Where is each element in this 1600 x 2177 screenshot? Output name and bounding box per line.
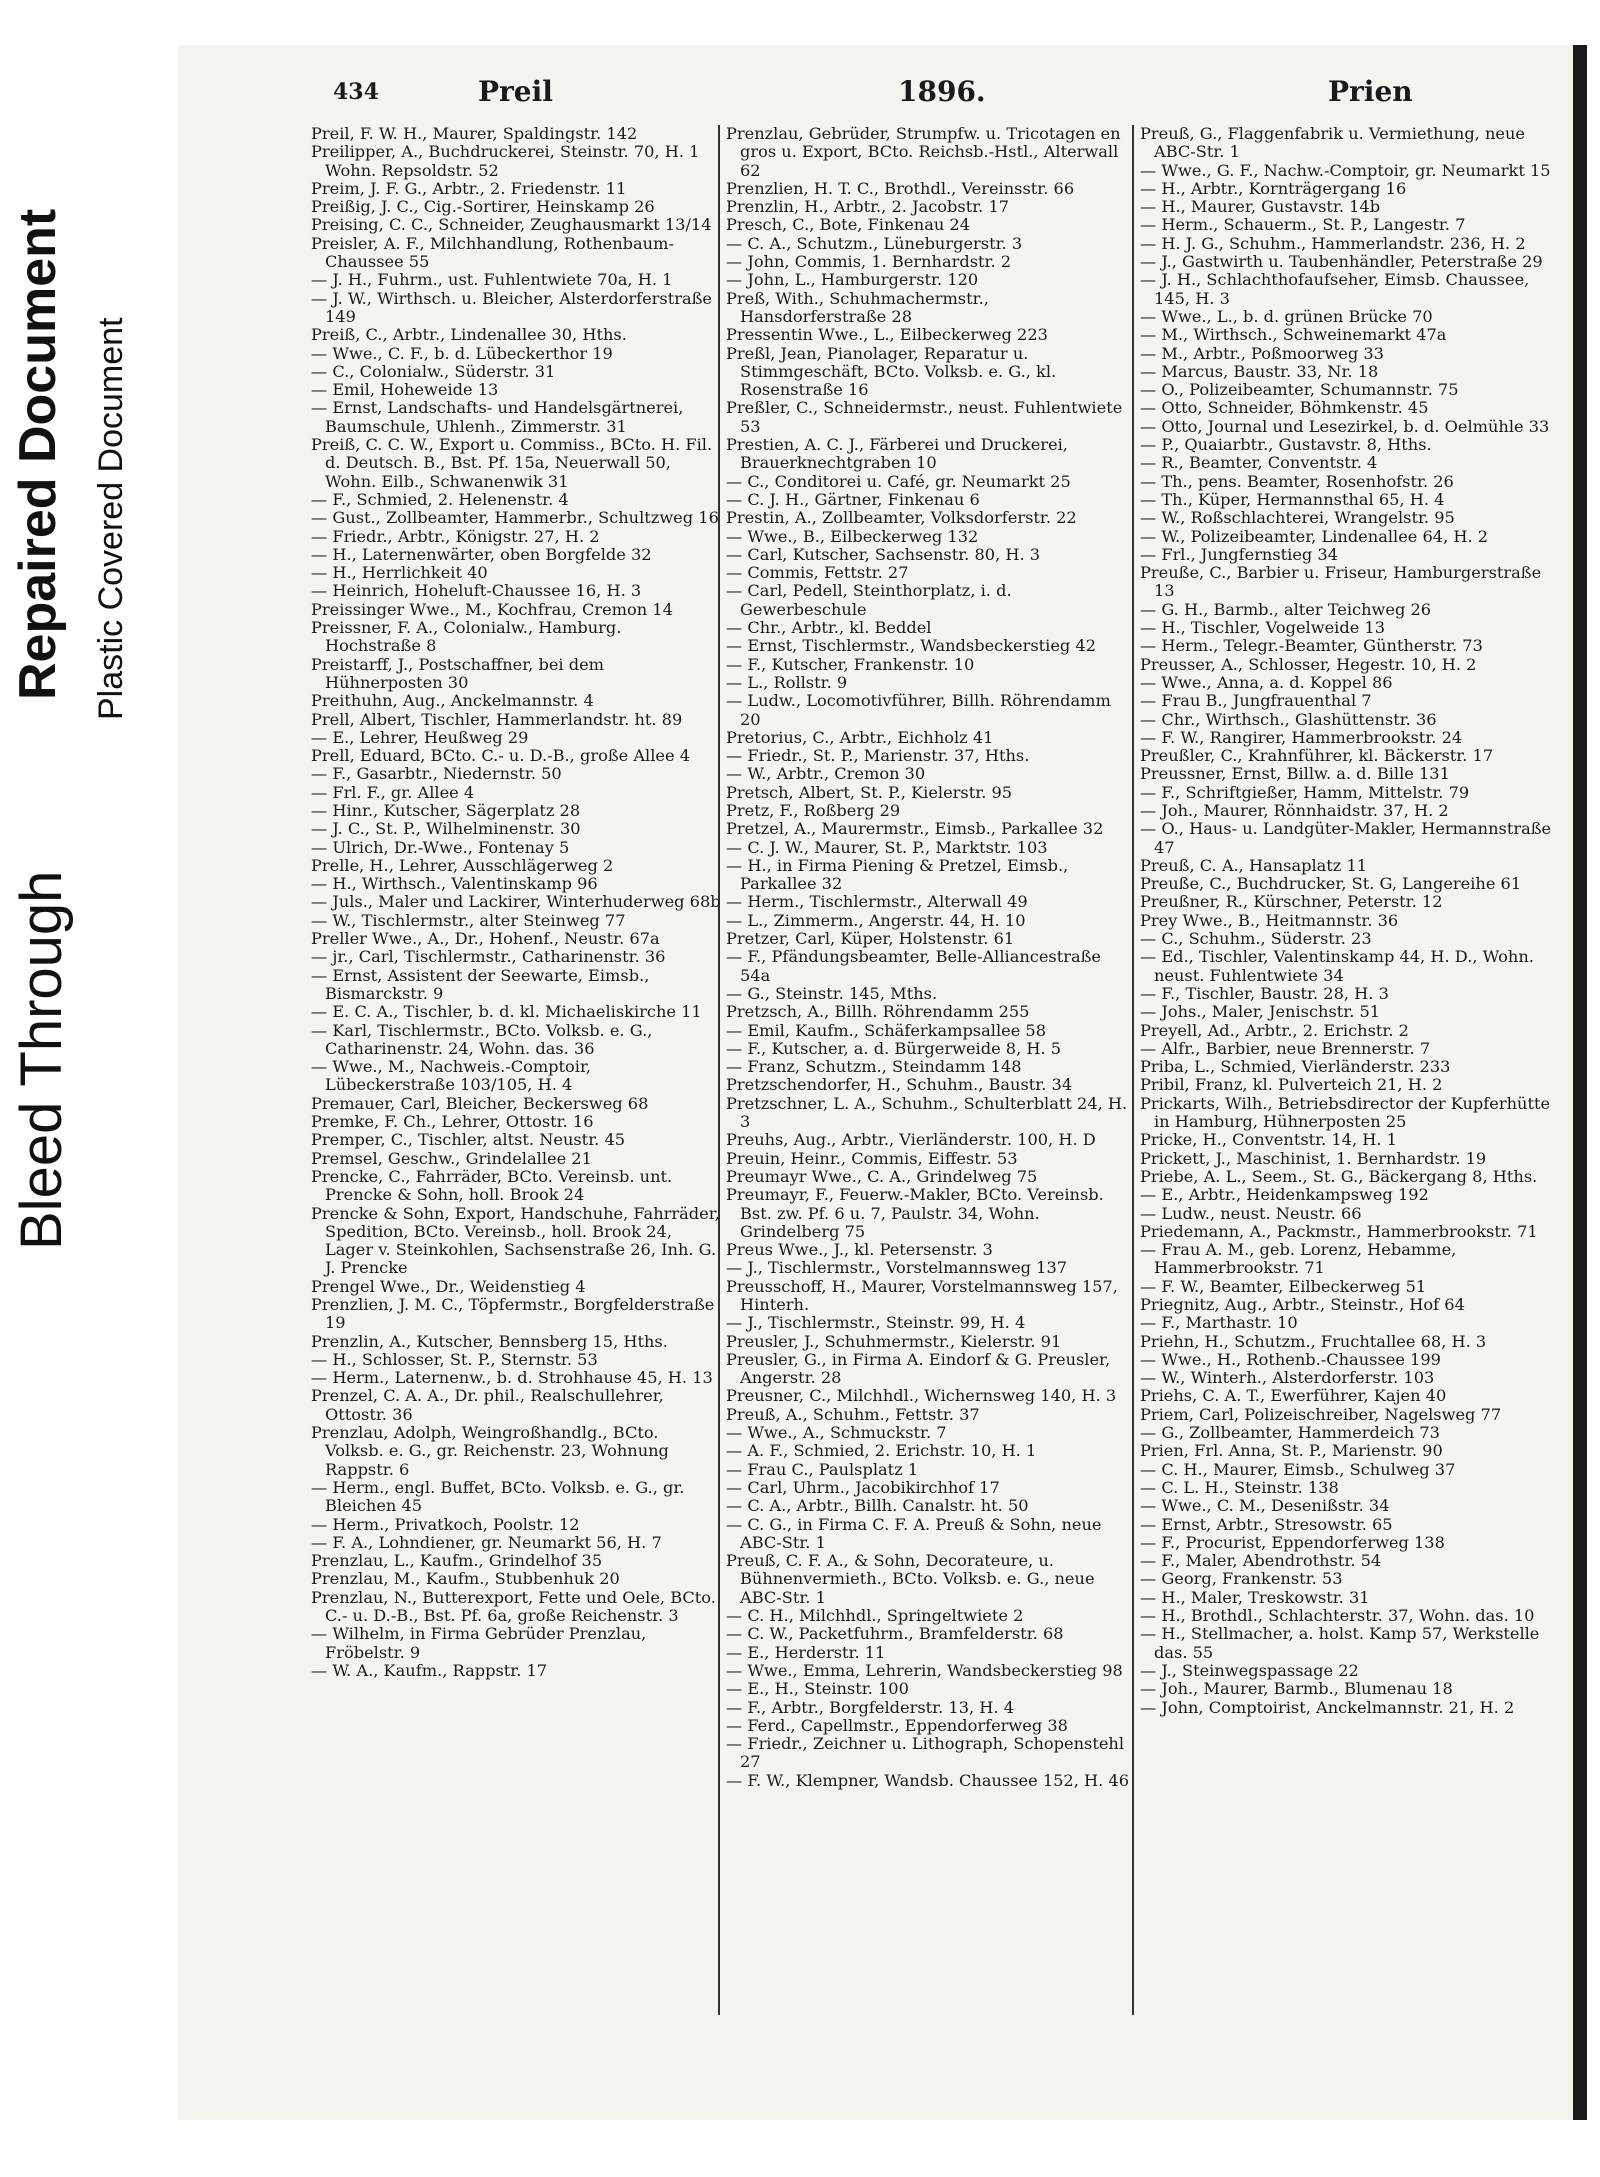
- directory-entry: — Wwe., B., Eilbeckerweg 132: [726, 526, 979, 546]
- header-right-keyword: Prien: [1328, 75, 1413, 108]
- page-header: [178, 75, 1573, 125]
- directory-entry: — Ernst, Assistent der Seewarte, Eimsb., Bismarckstr. 9: [311, 965, 650, 1003]
- directory-entry: — F., Procurist, Eppendorferweg 138: [1140, 1532, 1445, 1552]
- directory-entry: Preller Wwe., A., Dr., Hohenf., Neustr. 67a: [311, 929, 660, 949]
- directory-entry: — G., Steinstr. 145, Mths.: [726, 983, 938, 1003]
- directory-entry: Preiß, C. C. W., Export u. Commiss., BCto. H. Fil. d. Deutsch. B., Bst. Pf. 15a, Neuerwall 50, Wohn. Eilb., Schwanenwik 31: [311, 435, 713, 491]
- directory-entry: Pretzer, Carl, Küper, Holstenstr. 61: [726, 929, 1015, 949]
- directory-entry: Pretorius, C., Arbtr., Eichholz 41: [726, 727, 994, 747]
- directory-entry: Prenzlau, N., Butterexport, Fette und Oele, BCto. C.- u. D.-B., Bst. Pf. 6a, große Reichenstr. 3: [311, 1587, 716, 1626]
- directory-entry: Preuße, C., Barbier u. Friseur, Hamburgerstraße 13: [1140, 563, 1542, 601]
- directory-entry: — Wwe., G. F., Nachw.-Comptoir, gr. Neumarkt 15: [1140, 160, 1551, 180]
- directory-entry: — E., H., Steinstr. 100: [726, 1679, 909, 1699]
- directory-entry: Preumayr, F., Feuerw.-Makler, BCto. Vereinsb. Bst. zw. Pf. 6 u. 7, Paulstr. 34, Wohn. Grindelberg 75: [726, 1185, 1104, 1241]
- directory-entry: Preisler, A. F., Milchhandlung, Rothenbaum-Chaussee 55: [311, 233, 674, 272]
- directory-entry: — M., Arbtr., Poßmoorweg 33: [1140, 343, 1384, 363]
- directory-entry: — Frl. F., gr. Allee 4: [311, 782, 475, 802]
- directory-entry: — G., Zollbeamter, Hammerdeich 73: [1140, 1423, 1440, 1443]
- directory-entry: — Heinrich, Hoheluft-Chaussee 16, H. 3: [311, 581, 642, 601]
- plastic-covered-stamp: Plastic Covered Document: [92, 317, 130, 720]
- directory-entry: Pretzel, A., Maurermstr., Eimsb., Parkallee 32: [726, 819, 1104, 839]
- directory-entry: Priba, L., Schmied, Vierländerstr. 233: [1140, 1057, 1451, 1077]
- directory-entry: — Frl., Jungfernstieg 34: [1140, 544, 1339, 564]
- directory-entry: Preuhs, Aug., Arbtr., Vierländerstr. 100, H. D: [726, 1130, 1096, 1150]
- directory-entry: Prenzlin, H., Arbtr., 2. Jacobstr. 17: [726, 197, 1010, 217]
- directory-entry: — J. H., Fuhrm., ust. Fuhlentwiete 70a, H. 1: [311, 270, 673, 290]
- directory-entry: Prell, Albert, Tischler, Hammerlandstr. ht. 89: [311, 709, 683, 729]
- directory-entry: Preußner, R., Kürschner, Peterstr. 12: [1140, 892, 1443, 912]
- directory-entry: Prickarts, Wilh., Betriebsdirector der Kupferhütte in Hamburg, Hühnerposten 25: [1140, 1093, 1551, 1132]
- directory-entry: — Georg, Frankenstr. 53: [1140, 1569, 1343, 1589]
- directory-entry: Premper, C., Tischler, altst. Neustr. 45: [311, 1130, 626, 1150]
- directory-entry: — H., Arbtr., Kornträgergang 16: [1140, 178, 1407, 198]
- directory-entry: Prien, Frl. Anna, St. P., Marienstr. 90: [1140, 1441, 1443, 1461]
- directory-entry: — Wwe., Emma, Lehrerin, Wandsbeckerstieg 98: [726, 1660, 1123, 1680]
- directory-entry: — F., Pfändungsbeamter, Belle-Alliancestraße 54a: [726, 947, 1102, 985]
- directory-entry: — H., Wirthsch., Valentinskamp 96: [311, 874, 598, 894]
- directory-column-1: [311, 125, 721, 1680]
- directory-entry: — G. H., Barmb., alter Teichweg 26: [1140, 599, 1432, 619]
- directory-entry: — H., Herrlichkeit 40: [311, 563, 488, 583]
- directory-entry: — John, Comptoirist, Anckelmannstr. 21, H. 2: [1140, 1697, 1515, 1717]
- directory-entry: — Marcus, Baustr. 33, Nr. 18: [1140, 361, 1379, 381]
- directory-entry: — Wwe., H., Rothenb.-Chaussee 199: [1140, 1349, 1441, 1369]
- directory-entry: — W. A., Kaufm., Rappstr. 17: [311, 1660, 548, 1680]
- directory-entry: — Ernst, Landschafts- und Handelsgärtnerei, Baumschule, Uhlenh., Zimmerstr. 31: [311, 398, 684, 436]
- directory-entry: — J., Gastwirth u. Taubenhändler, Peterstraße 29: [1140, 252, 1543, 272]
- directory-entry: — John, L., Hamburgerstr. 120: [726, 270, 979, 290]
- directory-entry: — A. F., Schmied, 2. Erichstr. 10, H. 1: [726, 1441, 1037, 1461]
- directory-entry: — jr., Carl, Tischlermstr., Catharinenstr. 36: [311, 947, 666, 967]
- directory-entry: — F. W., Beamter, Eilbeckerweg 51: [1140, 1276, 1427, 1296]
- directory-entry: — H., Tischler, Vogelweide 13: [1140, 618, 1386, 638]
- directory-entry: — H., Brothdl., Schlachterstr. 37, Wohn. das. 10: [1140, 1606, 1535, 1626]
- directory-entry: — Hinr., Kutscher, Sägerplatz 28: [311, 800, 581, 820]
- directory-entry: — F. W., Klempner, Wandsb. Chaussee 152, H. 46: [726, 1770, 1130, 1790]
- directory-entry: Prey Wwe., B., Heitmannstr. 36: [1140, 910, 1399, 930]
- directory-entry: — O., Haus- u. Landgüter-Makler, Hermannstraße 47: [1140, 819, 1552, 857]
- directory-entry: — C. W., Packetfuhrm., Bramfelderstr. 68: [726, 1624, 1064, 1644]
- directory-entry: — Ed., Tischler, Valentinskamp 44, H. D., Wohn. neust. Fuhlentwiete 34: [1140, 947, 1534, 985]
- directory-entry: — P., Quaiarbtr., Gustavstr. 8, Hths.: [1140, 435, 1432, 455]
- directory-entry: — C. H., Milchhdl., Springeltwiete 2: [726, 1606, 1024, 1626]
- directory-entry: — F., Tischler, Baustr. 28, H. 3: [1140, 983, 1389, 1003]
- directory-entry: Prenzlau, Gebrüder, Strumpfw. u. Tricotagen en gros u. Export, BCto. Reichsb.-Hstl., Alterwall 62: [726, 124, 1121, 180]
- directory-entry: — J., Steinwegspassage 22: [1140, 1660, 1359, 1680]
- directory-entry: — C. A., Schutzm., Lüneburgerstr. 3: [726, 233, 1023, 253]
- directory-entry: — Friedr., Zeichner u. Lithograph, Schopenstehl 27: [726, 1734, 1125, 1772]
- directory-entry: Preusschoff, H., Maurer, Vorstelmannsweg 157, Hinterh.: [726, 1276, 1118, 1314]
- directory-entry: — Wwe., C. M., Desenißstr. 34: [1140, 1496, 1390, 1516]
- directory-entry: — F., Marthastr. 10: [1140, 1313, 1298, 1333]
- directory-entry: — C., Conditorei u. Café, gr. Neumarkt 25: [726, 471, 1071, 491]
- directory-entry: Pricke, H., Conventstr. 14, H. 1: [1140, 1130, 1397, 1150]
- page-number: 434: [333, 79, 379, 105]
- directory-entry: Preßl, Jean, Pianolager, Reparatur u. Stimmgeschäft, BCto. Volksb. e. G., kl. Rosenstraße 16: [726, 343, 1057, 400]
- bleed-through-stamp: Bleed Through: [9, 870, 74, 1250]
- directory-entry: Preuß, C. F. A., & Sohn, Decorateure, u. Bühnenvermieth., BCto. Volksb. e. G., neue ABC-Str. 1: [726, 1551, 1095, 1607]
- directory-entry: Prenzlau, M., Kaufm., Stubbenhuk 20: [311, 1569, 620, 1589]
- directory-entry: Preyell, Ad., Arbtr., 2. Erichstr. 2: [1140, 1020, 1409, 1040]
- directory-entry: Prenzel, C. A. A., Dr. phil., Realschullehrer, Ottostr. 36: [311, 1386, 664, 1424]
- directory-entry: — Th., pens. Beamter, Rosenhofstr. 26: [1140, 471, 1454, 491]
- directory-entry: — Herm., Privatkoch, Poolstr. 12: [311, 1514, 580, 1534]
- directory-entry: Preuß, A., Schuhm., Fettstr. 37: [726, 1404, 980, 1424]
- directory-entry: — Ernst, Tischlermstr., Wandsbeckerstieg 42: [726, 636, 1097, 656]
- directory-entry: — E., Herderstr. 11: [726, 1642, 886, 1662]
- directory-entry: — H., Stellmacher, a. holst. Kamp 57, Werkstelle das. 55: [1140, 1624, 1540, 1662]
- directory-entry: — Wwe., L., b. d. grünen Brücke 70: [1140, 306, 1433, 326]
- directory-entry: — Ulrich, Dr.-Wwe., Fontenay 5: [311, 837, 570, 857]
- directory-page: [178, 45, 1587, 2120]
- directory-entry: Priehs, C. A. T., Ewerführer, Kajen 40: [1140, 1386, 1447, 1406]
- directory-entry: — Wwe., M., Nachweis.-Comptoir, Lübeckerstraße 103/105, H. 4: [311, 1057, 592, 1095]
- directory-entry: — F. A., Lohndiener, gr. Neumarkt 56, H. 7: [311, 1532, 662, 1552]
- directory-entry: — F., Schriftgießer, Hamm, Mittelstr. 79: [1140, 782, 1470, 802]
- directory-entry: Preß, With., Schuhmachermstr., Hansdorferstraße 28: [726, 288, 989, 326]
- directory-entry: — Emil, Hoheweide 13: [311, 380, 499, 400]
- directory-entry: Premsel, Geschw., Grindelallee 21: [311, 1148, 592, 1168]
- directory-entry: Preusner, C., Milchhdl., Wichernsweg 140, H. 3: [726, 1386, 1117, 1406]
- directory-entry: Preißig, J. C., Cig.-Sortirer, Heinskamp 26: [311, 197, 655, 217]
- directory-entry: — Wwe., Anna, a. d. Koppel 86: [1140, 672, 1393, 692]
- directory-entry: — R., Beamter, Conventstr. 4: [1140, 453, 1378, 473]
- directory-entry: — F., Arbtr., Borgfelderstr. 13, H. 4: [726, 1697, 1014, 1717]
- directory-entry: — Herm., Schauerm., St. P., Langestr. 7: [1140, 215, 1466, 235]
- directory-entry: Preuße, C., Buchdrucker, St. G, Langereihe 61: [1140, 874, 1522, 894]
- directory-entry: — H., Maler, Treskowstr. 31: [1140, 1587, 1370, 1607]
- repaired-document-stamp: Repaired Document: [9, 208, 67, 700]
- directory-entry: — Frau A. M., geb. Lorenz, Hebamme, Hammerbrookstr. 71: [1140, 1240, 1457, 1278]
- directory-entry: — W., Roßschlachterei, Wrangelstr. 95: [1140, 508, 1455, 528]
- directory-entry: — Emil, Kaufm., Schäferkampsallee 58: [726, 1020, 1047, 1040]
- directory-entry: Priegnitz, Aug., Arbtr., Steinstr., Hof 64: [1140, 1295, 1465, 1314]
- directory-entry: Preus Wwe., J., kl. Petersenstr. 3: [726, 1240, 993, 1260]
- directory-entry: Prenzlien, J. M. C., Töpfermstr., Borgfelderstraße 19: [311, 1295, 715, 1333]
- directory-entry: Preusser, A., Schlosser, Hegestr. 10, H. 2: [1140, 654, 1477, 674]
- directory-entry: — Franz, Schutzm., Steindamm 148: [726, 1057, 1022, 1077]
- directory-entry: — E., Lehrer, Heußweg 29: [311, 727, 529, 747]
- directory-entry: Preistarff, J., Postschaffner, bei dem Hühnerposten 30: [311, 654, 605, 692]
- directory-entry: — W., Polizeibeamter, Lindenallee 64, H. 2: [1140, 526, 1489, 546]
- directory-entry: — J., Tischlermstr., Steinstr. 99, H. 4: [726, 1313, 1026, 1333]
- directory-entry: — Otto, Journal und Lesezirkel, b. d. Oelmühle 33: [1140, 416, 1550, 436]
- directory-entry: — F. W., Rangirer, Hammerbrookstr. 24: [1140, 727, 1463, 747]
- directory-entry: — Wwe., C. F., b. d. Lübeckerthor 19: [311, 343, 613, 363]
- directory-entry: — Th., Küper, Hermannsthal 65, H. 4: [1140, 489, 1445, 509]
- directory-entry: Prenzlau, Adolph, Weingroßhandlg., BCto. Volksb. e. G., gr. Reichenstr. 23, Wohnung Rappstr. 6: [311, 1423, 669, 1479]
- directory-entry: Prickett, J., Maschinist, 1. Bernhardstr. 19: [1140, 1148, 1487, 1168]
- directory-entry: — Karl, Tischlermstr., BCto. Volksb. e. G., Catharinenstr. 24, Wohn. das. 36: [311, 1020, 653, 1058]
- directory-entry: Prenzlau, L., Kaufm., Grindelhof 35: [311, 1551, 603, 1571]
- directory-entry: Preussner, Ernst, Billw. a. d. Bille 131: [1140, 764, 1450, 784]
- directory-entry: — O., Polizeibeamter, Schumannstr. 75: [1140, 380, 1459, 400]
- directory-entry: — Wwe., A., Schmuckstr. 7: [726, 1423, 947, 1443]
- directory-entry: — Herm., Laternenw., b. d. Strohhause 45, H. 13: [311, 1368, 713, 1388]
- directory-entry: Preilipper, A., Buchdruckerei, Steinstr. 70, H. 1 Wohn. Repsoldstr. 52: [311, 142, 700, 180]
- directory-entry: — C., Schuhm., Süderstr. 23: [1140, 929, 1372, 949]
- directory-entry: — C. A., Arbtr., Billh. Canalstr. ht. 50: [726, 1496, 1029, 1516]
- directory-entry: Prencke & Sohn, Export, Handschuhe, Fahrräder, Spedition, BCto. Vereinsb., holl. Brook 24, Lager v. Steinkohlen, Sachsenstraße 26, Inh. G. J. Prencke: [311, 1203, 720, 1278]
- directory-entry: — W., Winterh., Alsterdorferstr. 103: [1140, 1368, 1435, 1388]
- directory-entry: — E., Arbtr., Heidenkampsweg 192: [1140, 1185, 1429, 1205]
- directory-entry: — F., Kutscher, Frankenstr. 10: [726, 654, 975, 674]
- directory-entry: Priebe, A. L., Seem., St. G., Bäckergang 8, Hths.: [1140, 1166, 1538, 1186]
- directory-entry: — W., Arbtr., Cremon 30: [726, 764, 926, 784]
- directory-entry: Prenzlin, A., Kutscher, Bennsberg 15, Hths.: [311, 1331, 668, 1351]
- directory-entry: Preuß, G., Flaggenfabrik u. Vermiethung, neue ABC-Str. 1: [1140, 124, 1525, 162]
- directory-entry: — Alfr., Barbier, neue Brennerstr. 7: [1140, 1038, 1431, 1058]
- directory-entry: — Ludw., Locomotivführer, Billh. Röhrendamm 20: [726, 691, 1111, 729]
- directory-entry: Preising, C. C., Schneider, Zeughausmarkt 13/14: [311, 215, 712, 235]
- directory-entry: Preithuhn, Aug., Anckelmannstr. 4: [311, 691, 594, 711]
- directory-entry: Prelle, H., Lehrer, Ausschlägerweg 2: [311, 855, 614, 875]
- directory-entry: — Otto, Schneider, Böhmkenstr. 45: [1140, 398, 1429, 418]
- directory-entry: — C., Colonialw., Süderstr. 31: [311, 361, 556, 381]
- directory-entry: — Carl, Kutscher, Sachsenstr. 80, H. 3: [726, 544, 1041, 564]
- directory-entry: — C. G., in Firma C. F. A. Preuß & Sohn, neue ABC-Str. 1: [726, 1514, 1102, 1552]
- header-left-keyword: Preil: [478, 75, 553, 108]
- directory-entry: — L., Zimmerm., Angerstr. 44, H. 10: [726, 910, 1026, 930]
- directory-entry: — H., in Firma Piening & Pretzel, Eimsb., Parkallee 32: [726, 855, 1069, 894]
- directory-entry: Preissner, F. A., Colonialw., Hamburg. Hochstraße 8: [311, 618, 622, 656]
- directory-entry: — Gust., Zollbeamter, Hammerbr., Schultzweg 16: [311, 508, 719, 528]
- directory-entry: Pretzschendorfer, H., Schuhm., Baustr. 34: [726, 1075, 1073, 1095]
- directory-entry: — Friedr., St. P., Marienstr. 37, Hths.: [726, 746, 1030, 766]
- directory-entry: Prenzlien, H. T. C., Brothdl., Vereinsstr. 66: [726, 178, 1075, 198]
- directory-entry: — C. L. H., Steinstr. 138: [1140, 1477, 1339, 1497]
- directory-entry: — F., Schmied, 2. Helenenstr. 4: [311, 489, 569, 509]
- directory-entry: — C. H., Maurer, Eimsb., Schulweg 37: [1140, 1459, 1456, 1479]
- directory-entry: — F., Maler, Abendrothstr. 54: [1140, 1551, 1382, 1571]
- directory-entry: Pretz, F., Roßberg 29: [726, 800, 901, 820]
- directory-entry: — Wilhelm, in Firma Gebrüder Prenzlau, Fröbelstr. 9: [311, 1624, 647, 1662]
- directory-entry: — C. J. H., Gärtner, Finkenau 6: [726, 489, 980, 509]
- directory-entry: Preumayr Wwe., C. A., Grindelweg 75: [726, 1166, 1038, 1186]
- directory-entry: — C. J. W., Maurer, St. P., Marktstr. 103: [726, 837, 1048, 857]
- directory-entry: — Ernst, Arbtr., Stresowstr. 65: [1140, 1514, 1393, 1534]
- directory-entry: — John, Commis, 1. Bernhardstr. 2: [726, 252, 1012, 272]
- directory-entry: — Johs., Maler, Jenischstr. 51: [1140, 1002, 1381, 1022]
- directory-entry: — W., Tischlermstr., alter Steinweg 77: [311, 910, 626, 930]
- directory-entry: Preßler, C., Schneidermstr., neust. Fuhlentwiete 53: [726, 398, 1123, 436]
- directory-entry: — Herm., Telegr.-Beamter, Güntherstr. 73: [1140, 636, 1483, 656]
- directory-entry: Pribil, Franz, kl. Pulverteich 21, H. 2: [1140, 1075, 1443, 1095]
- directory-entry: — M., Wirthsch., Schweinemarkt 47a: [1140, 325, 1447, 345]
- directory-entry: Pretzsch, A., Billh. Röhrendamm 255: [726, 1002, 1030, 1022]
- directory-entry: — Ludw., neust. Neustr. 66: [1140, 1203, 1362, 1223]
- directory-entry: — Joh., Maurer, Barmb., Blumenau 18: [1140, 1679, 1453, 1699]
- directory-entry: — F., Kutscher, a. d. Bürgerweide 8, H. 5: [726, 1038, 1062, 1058]
- directory-entry: Pretzschner, L. A., Schuhm., Schulterblatt 24, H. 3: [726, 1093, 1128, 1132]
- directory-entry: — Juls., Maler und Lackirer, Winterhuderweg 68b: [311, 892, 721, 912]
- directory-entry: Preusler, G., in Firma A. Eindorf & G. Preusler, Angerstr. 28: [726, 1349, 1111, 1388]
- directory-entry: — Carl, Uhrm., Jacobikirchhof 17: [726, 1477, 1000, 1497]
- directory-entry: Preiß, C., Arbtr., Lindenallee 30, Hths.: [311, 325, 627, 345]
- directory-entry: Prestin, A., Zollbeamter, Volksdorferstr. 22: [726, 508, 1077, 528]
- directory-entry: Priem, Carl, Polizeischreiber, Nagelsweg 77: [1140, 1404, 1502, 1424]
- directory-entry: Preuß, C. A., Hansaplatz 11: [1140, 855, 1368, 875]
- margin-strip: [0, 0, 178, 2177]
- directory-entry: Pretsch, Albert, St. P., Kielerstr. 95: [726, 782, 1013, 802]
- directory-entry: — Ferd., Capellmstr., Eppendorferweg 38: [726, 1715, 1068, 1735]
- directory-entry: — E. C. A., Tischler, b. d. kl. Michaeliskirche 11: [311, 1002, 702, 1022]
- directory-entry: — Herm., Tischlermstr., Alterwall 49: [726, 892, 1028, 912]
- directory-entry: Premauer, Carl, Bleicher, Beckersweg 68: [311, 1093, 649, 1113]
- directory-entry: — Frau C., Paulsplatz 1: [726, 1459, 919, 1479]
- directory-entry: — Chr., Wirthsch., Glashüttenstr. 36: [1140, 709, 1437, 729]
- directory-entry: Preissinger Wwe., M., Kochfrau, Cremon 14: [311, 599, 673, 619]
- directory-entry: Priehn, H., Schutzm., Fruchtallee 68, H. 3: [1140, 1331, 1487, 1351]
- directory-column-3: [1140, 125, 1565, 1717]
- directory-column-2: [726, 125, 1136, 1790]
- directory-entry: — Joh., Maurer, Rönnhaidstr. 37, H. 2: [1140, 800, 1449, 820]
- directory-entry: — H., Laternenwärter, oben Borgfelde 32: [311, 544, 652, 564]
- directory-entry: Prencke, C., Fahrräder, BCto. Vereinsb. unt. Prencke & Sohn, holl. Brook 24: [311, 1166, 673, 1205]
- directory-entry: — H., Maurer, Gustavstr. 14b: [1140, 197, 1381, 217]
- directory-entry: Prestien, A. C. J., Färberei und Druckerei, Brauerknechtgraben 10: [726, 435, 1068, 473]
- directory-entry: — J. W., Wirthsch. u. Bleicher, Alsterdorferstraße 149: [311, 288, 712, 326]
- directory-entry: — J., Tischlermstr., Vorstelmannsweg 137: [726, 1258, 1068, 1278]
- directory-entry: Preußler, C., Krahnführer, kl. Bäckerstr. 17: [1140, 746, 1494, 766]
- directory-entry: — J. H., Schlachthofaufseher, Eimsb. Chaussee, 145, H. 3: [1140, 270, 1530, 308]
- directory-entry: — Commis, Fettstr. 27: [726, 563, 909, 583]
- directory-entry: Presch, C., Bote, Finkenau 24: [726, 215, 971, 235]
- directory-entry: — L., Rollstr. 9: [726, 672, 848, 692]
- directory-entry: — J. C., St. P., Wilhelminenstr. 30: [311, 819, 581, 839]
- directory-entry: Preuin, Heinr., Commis, Eiffestr. 53: [726, 1148, 1018, 1168]
- directory-entry: — Herm., engl. Buffet, BCto. Volksb. e. G., gr. Bleichen 45: [311, 1477, 685, 1516]
- directory-entry: — H. J. G., Schuhm., Hammerlandstr. 236, H. 2: [1140, 233, 1526, 253]
- directory-entry: Prengel Wwe., Dr., Weidenstieg 4: [311, 1276, 586, 1296]
- directory-entry: Preim, J. F. G., Arbtr., 2. Friedenstr. 11: [311, 178, 627, 198]
- directory-entry: Priedemann, A., Packmstr., Hammerbrookstr. 71: [1140, 1221, 1538, 1241]
- directory-entry: — Frau B., Jungfrauenthal 7: [1140, 691, 1372, 711]
- directory-entry: Prell, Eduard, BCto. C.- u. D.-B., große Allee 4: [311, 746, 691, 766]
- directory-entry: Preusler, J., Schuhmermstr., Kielerstr. 91: [726, 1331, 1062, 1351]
- directory-entry: — Carl, Pedell, Steinthorplatz, i. d. Gewerbeschule: [726, 581, 1012, 619]
- directory-entry: — H., Schlosser, St. P., Sternstr. 53: [311, 1349, 598, 1369]
- directory-entry: Pressentin Wwe., L., Eilbeckerweg 223: [726, 325, 1048, 345]
- directory-entry: — F., Gasarbtr., Niedernstr. 50: [311, 764, 562, 784]
- directory-entry: Premke, F. Ch., Lehrer, Ottostr. 16: [311, 1112, 594, 1132]
- header-year: 1896.: [898, 75, 986, 108]
- directory-entry: — Friedr., Arbtr., Königstr. 27, H. 2: [311, 526, 600, 546]
- directory-entry: Preil, F. W. H., Maurer, Spaldingstr. 142: [311, 124, 638, 143]
- directory-entry: — Chr., Arbtr., kl. Beddel: [726, 618, 932, 638]
